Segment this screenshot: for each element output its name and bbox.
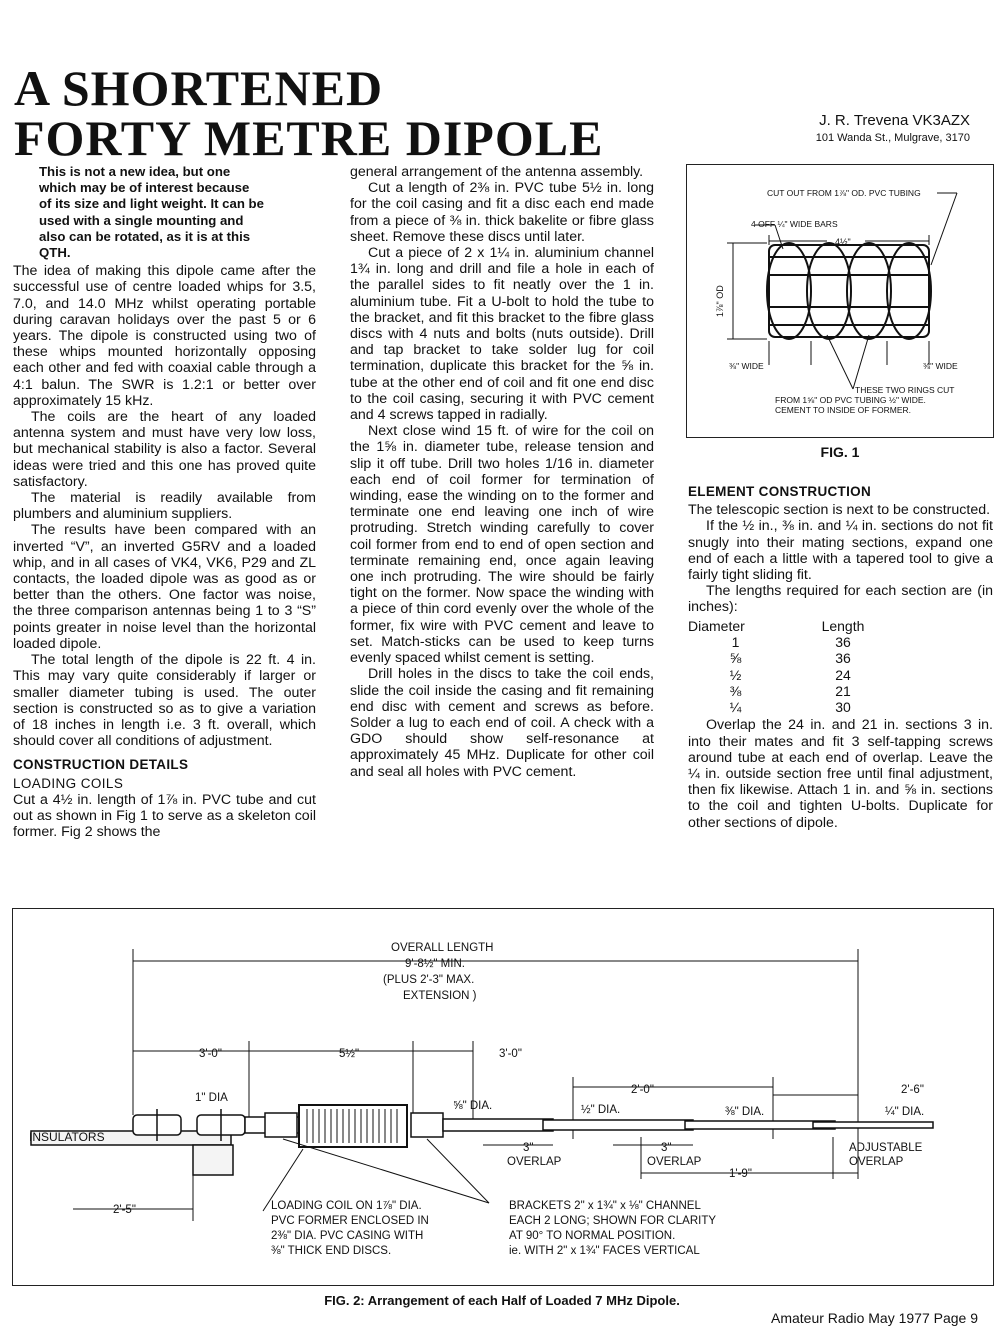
figure-1-caption: FIG. 1 [820, 444, 860, 460]
fig2-label-3-8: ⅜" DIA. [725, 1106, 765, 1118]
fig1-label-bars: 4 OFF ¼" WIDE BARS [751, 219, 838, 229]
intro-standfirst [39, 164, 316, 261]
paragraph: The lengths required for each section are (in inches): [688, 583, 993, 616]
fig2-coil-note-3: 2⅜" DIA. PVC CASING WITH [271, 1230, 424, 1242]
paragraph: Cut a length of 2⅜ in. PVC tube 5½ in. long for the coil casing and fit a disc each end made from a piece of ⅜ in. thick bakelite or fibre glass sheet. Remove these discs until later. [350, 180, 654, 245]
fig2-coil-note-4: ⅜" THICK END DISCS. [271, 1245, 392, 1257]
fig2-label-adjustable-1: ADJUSTABLE [849, 1142, 923, 1154]
table-cell: 24 [835, 666, 851, 683]
fig1-label-od: 1⅞" OD [715, 285, 725, 317]
fig1-label-length: 4½" [835, 237, 851, 247]
paragraph: The idea of making this dipole came after the successful use of centre loaded whips for 3.5, 7.0, and 14.0 MHz whilst operating portable during caravan holidays over the past 5 or 6 years. The dipole is constructed using two of these whips mounted horizontally opposing each other and fed with coaxial cable through a 4:1 balun. The SWR is 1.2:1 or better over approximately 15 kHz. [13, 263, 316, 409]
intro-line: which may be of interest because [39, 180, 250, 196]
table-cell: 36 [835, 650, 851, 667]
table-row [688, 634, 903, 650]
fig2-dim-5half: 5½" [339, 1048, 360, 1060]
paragraph: The coils are the heart of any loaded antenna system and must have very low loss, but mechanical stability is also a factor. Several ideas were tried and this one has proved quite satisfactory. [13, 409, 316, 490]
table-cell: ¼ [729, 699, 742, 716]
fig2-dim-2ft: 2'-0" [631, 1084, 654, 1096]
article-title-line-1: A SHORTENED [14, 60, 384, 116]
figure-1 [686, 164, 994, 438]
fig1-label-wide-left: ⅜" WIDE [729, 361, 764, 371]
table-row [688, 683, 903, 699]
fig2-label-1-2: ½" DIA. [581, 1104, 621, 1116]
intro-line: This is not a new idea, but one [39, 164, 231, 179]
coil-former-drawing [687, 165, 993, 437]
intro-line: QTH. [39, 245, 71, 261]
figure-2-caption: FIG. 2: Arrangement of each Half of Loaded 7 MHz Dipole. [324, 1293, 680, 1308]
column-1 [13, 164, 316, 840]
fig2-bracket-note-4: ie. WITH 2" x 1¾" FACES VERTICAL [509, 1245, 700, 1257]
table-cell: 36 [835, 633, 851, 650]
fig2-label-overlap-b: OVERLAP [647, 1156, 702, 1168]
fig2-overall-3: (PLUS 2'-3" MAX. [383, 974, 475, 986]
paragraph: The telescopic section is next to be constructed. [688, 502, 991, 519]
intro-line: of its size and light weight. It can be [39, 196, 264, 212]
fig1-label-rings-1: THESE TWO RINGS CUT [855, 385, 955, 395]
fig1-label-cutout: CUT OUT FROM 1⅞" OD. PVC TUBING [767, 188, 921, 198]
fig2-label-5-8: ⅝" DIA. [453, 1100, 493, 1112]
fig2-dim-1ft9: 1'-9" [729, 1168, 752, 1180]
paragraph: The results have been compared with an inverted “V”, an inverted G5RV and a loaded whip, and in all cases of VK4, VK6, P29 and ZL contacts, the loaded dipole was as good as or better than the others. One factor was noise, the three comparison antennas being 1 to 3 “S” points greater in noise level than the horizontal loaded dipole. [13, 522, 316, 652]
fig2-bracket-note-2: EACH 2 LONG; SHOWN FOR CLARITY [509, 1215, 717, 1227]
fig2-dim-3ft-right: 3'-0" [499, 1048, 522, 1060]
table-header: Length [821, 617, 865, 634]
paragraph: The total length of the dipole is 22 ft. 4 in. This may vary quite considerably if larger or smaller diameter tubing is used. The outer section is constructed so as to give a variation of 18 inches in length i.e. 3 ft. overall, which should cover all conditions of adjustment. [13, 652, 316, 750]
fig2-label-adjustable-2: OVERLAP [849, 1156, 904, 1168]
fig2-label-insulators: INSULATORS [29, 1130, 105, 1144]
figure-2 [12, 908, 994, 1286]
dipole-arrangement-drawing [13, 909, 993, 1285]
bracket [411, 1113, 443, 1137]
table-cell: ⅜ [729, 682, 742, 699]
fig2-dim-2ft6: 2'-6" [901, 1084, 924, 1096]
paragraph: Overlap the 24 in. and 21 in. sections 3 in. into their mates and fit 3 self-tapping screws around tube at each end of overlap. Leave the ¼ in. outside section free until final adjustment, then fix likewise. Attach 1 in. and ⅝ in. sections to the coil and tighten U-bolts. Duplicate for other sections of dipole. [688, 717, 993, 831]
column-2 [350, 164, 654, 780]
fig2-overall-2: 9'-8½" MIN. [405, 958, 465, 970]
author: J. R. Trevena VK3AZX [819, 112, 970, 129]
fig2-dim-3ft-left: 3'-0" [199, 1048, 222, 1060]
author-address: 101 Wanda St., Mulgrave, 3170 [815, 132, 970, 144]
table-row [688, 650, 903, 666]
section-heading: CONSTRUCTION DETAILS [13, 757, 189, 773]
article-title-line-2: FORTY METRE DIPOLE [14, 110, 604, 166]
fig2-label-3in-b: 3" [661, 1142, 672, 1154]
table-header: Diameter [688, 617, 745, 634]
table-cell: 21 [835, 682, 851, 699]
tube-5-8 [443, 1119, 553, 1131]
paragraph: If the ½ in., ⅜ in. and ¼ in. sections do not fit snugly into their mating sections, expand one end of each a little with a tapered tool to give a fairly tight sliding fit. [688, 518, 993, 584]
fig2-label-1-4: ¼" DIA. [885, 1106, 925, 1118]
paragraph: Cut a 4½ in. length of 1⅞ in. PVC tube and cut out as shown in Fig 1 to serve as a skeleton coil former. Fig 2 shows the [13, 791, 316, 841]
intro-line: also can be rotated, as it is at this [39, 228, 251, 244]
fig2-overall-1: OVERALL LENGTH [391, 942, 494, 954]
fig2-coil-note-1: LOADING COIL ON 1⅞" DIA. [271, 1200, 422, 1212]
table-cell: ½ [729, 666, 742, 683]
page-footer: Amateur Radio May 1977 Page 9 [770, 1310, 978, 1326]
fig1-label-rings-2: FROM 1⅝" OD PVC TUBING ½" WIDE. [775, 395, 926, 405]
fig1-label-rings-3: CEMENT TO INSIDE OF FORMER. [775, 405, 912, 415]
fig1-label-wide-right: ⅜" WIDE [923, 361, 958, 371]
section-heading: ELEMENT CONSTRUCTION [688, 484, 871, 499]
table-row [688, 667, 903, 683]
table-cell: 30 [835, 699, 851, 716]
fig2-label-3in-a: 3" [523, 1142, 534, 1154]
table-row [688, 699, 903, 715]
fig2-label-overlap-a: OVERLAP [507, 1156, 562, 1168]
paragraph: The material is readily available from plumbers and aluminium suppliers. [13, 490, 316, 523]
bracket [265, 1113, 297, 1137]
fig2-overall-4: EXTENSION ) [403, 990, 477, 1002]
section-lengths-table [688, 618, 903, 716]
paragraph: general arrangement of the antenna assembly. [350, 164, 644, 180]
subsection-heading: LOADING COILS [13, 775, 124, 791]
fig2-bracket-note-3: AT 90° TO NORMAL POSITION. [509, 1230, 676, 1242]
table-cell: 1 [731, 633, 740, 650]
tube-1-4 [813, 1122, 933, 1128]
paragraph: Cut a piece of 2 x 1¼ in. aluminium channel 1¾ in. long and drill and file a hole in each of the parallel sides to fit neatly over the 1 in. aluminium tube. Fit a U-bolt to hold the tube to the bracket, and fit this bracket to the fibre glass discs with 4 nuts and bolts (nuts outside). Drill and tap bracket to take solder lug for coil termination, duplicate this bracket for the ⅝ in. tube at the other end of coil and fit one end disc to the coil casing, securing it with PVC cement and 4 screws tapped in radially. [350, 245, 654, 424]
fig2-bracket-note-1: BRACKETS 2" x 1¾" x ⅛" CHANNEL [509, 1200, 701, 1212]
fig2-coil-note-2: PVC FORMER ENCLOSED IN [271, 1215, 429, 1227]
tube-1-2 [543, 1120, 693, 1130]
paragraph: Drill holes in the discs to take the coil ends, slide the coil inside the casing and fit remaining end disc with cement and screws as before. Solder a lug to each end of coil. A check with a GDO should show self-resonance at approximately 45 MHz. Duplicate for other coil and seal all holes with PVC cement. [350, 666, 654, 780]
intro-line: used with a single mounting and [39, 212, 244, 228]
paragraph: Next close wind 15 ft. of wire for the coil on the 1⅝ in. diameter tube, release tension and slip it off tube. Drill two holes 1/16 in. diameter each end of coil former for termination of winding, ease the winding on to the former and terminate one end leaving one inch of wire protruding. Stretch winding carefully to cover coil former from end to end of open section and terminate remaining end, once again leaving one inch protruding. The wire should be fairly tight on the former. Now space the winding with a piece of thin cord evenly over the whole of the former, fix wire with PVC cement and leave to set. Match-sticks can be used to keep turns evenly spaced whilst cement is setting. [350, 423, 654, 667]
fig2-label-1in: 1" DIA [195, 1092, 228, 1104]
table-cell: ⅝ [729, 650, 742, 667]
column-3 [688, 484, 993, 831]
fig2-dim-2ft5: 2'-5" [113, 1204, 136, 1216]
